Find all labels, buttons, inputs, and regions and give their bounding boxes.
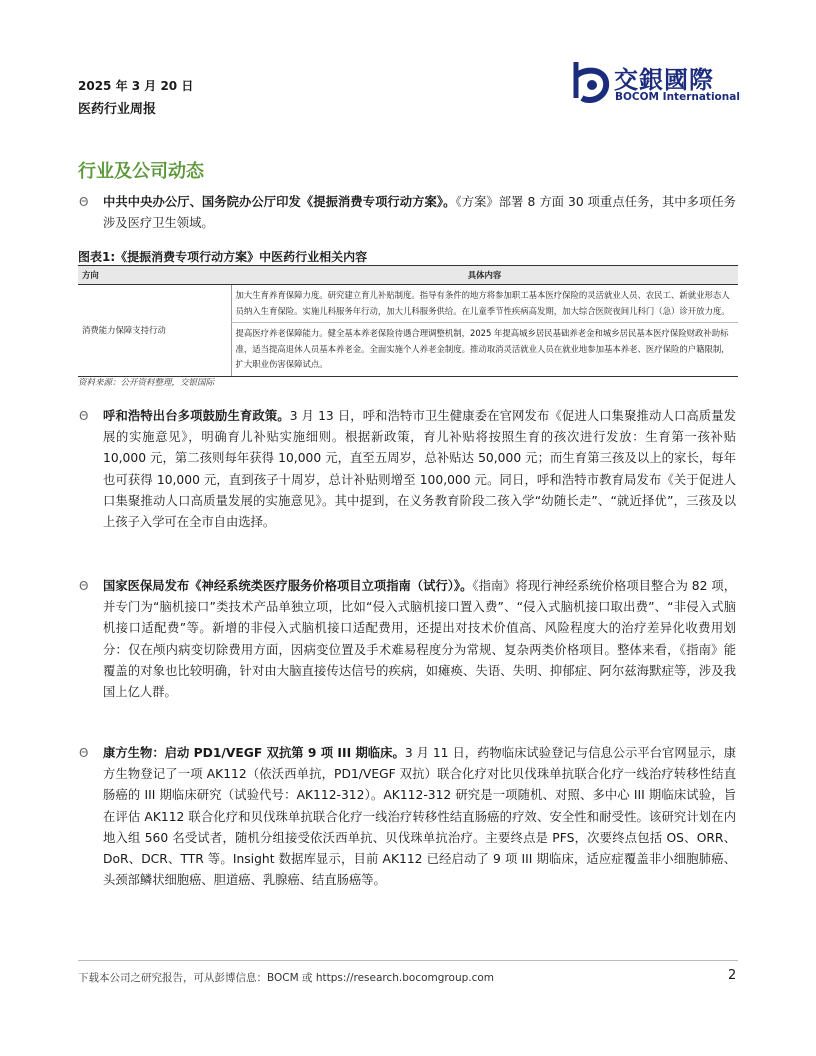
- news-item-consumption-plan: [103, 192, 736, 234]
- report-date: 2025 年 3 月 20 日: [78, 79, 194, 93]
- table-content-cell: 加大生育养育保障力度。研究建立育儿补贴制度。指导有条件的地方将参加职工基本医疗保险的灵活就业人员、农民工、新就业形态人员纳入生育保险。实施儿科服务年行动，加大儿科服务供给。在儿童季节性疾病高发期，加大综合医院夜间儿科门（急）诊开放力度。: [231, 285, 738, 323]
- news-item-hohhot-policy: [103, 406, 736, 533]
- bocom-logo: [570, 60, 750, 106]
- policy-table: [78, 265, 738, 377]
- bocom-logo-icon: [570, 60, 612, 106]
- news-item-akeso-trial: [103, 743, 736, 891]
- report-title: 医药行业周报: [78, 102, 157, 117]
- page-number: 2: [728, 968, 737, 983]
- table-source: 资料来源：公开资料整理，交银国际: [78, 378, 215, 388]
- footer-text: 下载本公司之研究报告，可从彭博信息：BOCM 或 https://research.bocomgroup.com: [78, 972, 495, 984]
- section-title: 行业及公司动态: [78, 161, 204, 182]
- news-body: 3 月 11 日，药物临床试验登记与信息公示平台官网显示，康方生物登记了一项 AK112（依沃西单抗，PD1/VEGF 双抗）联合化疗对比贝伐珠单抗联合化疗一线治疗转移性结直肠癌的 III 期临床研究（试验代号：AK112-312）。AK112-312 研究是一项随机、对照、多中心 III 期临床试验，旨在评估 AK112 联合化疗和贝伐珠单抗联合化疗一线治疗转移性结直肠癌的疗效、安全性和耐受性。该研究计划在内地入组 560 名受试者，随机分组接受依沃西单抗、贝伐珠单抗治疗。主要终点是 PFS，次要终点包括 OS、ORR、DoR、DCR、TTR 等。Insight 数据库显示，目前 AK112 已经启动了 9 项 III 期临床，适应症覆盖非小细胞肺癌、头颈部鳞状细胞癌、胆道癌、乳腺癌、结直肠癌等。: [103, 746, 737, 888]
- news-item-nhsa-guide: [103, 576, 736, 703]
- news-headline: 康方生物：启动 PD1/VEGF 双抗第 9 项 III 期临床。: [103, 746, 405, 760]
- table-header-row: [78, 266, 738, 285]
- news-body: 3 月 13 日，呼和浩特市卫生健康委在官网发布《促进人口集聚推动人口高质量发展的实施意见》，明确育儿补贴实施细则。根据新政策，育儿补贴将按照生育的孩次进行发放：生育第一孩补贴 10,000 元，第二孩则每年获得 10,000 元，直至五周岁，总补贴达 50,000 元；而生育第三孩及以上的家长，每年也可获得 10,000 元，直到孩子十周岁，总计补贴则增至 100,000 元。同日，呼和浩特市教育局发布《关于促进人口集聚推动人口高质量发展的实施意见》。其中提到，在义务教育阶段二孩入学“幼随长走”、“就近择优”，三孩及以上孩子入学可在全市自由选择。: [103, 409, 736, 530]
- bullet-icon: Θ: [79, 746, 89, 760]
- news-headline: 呼和浩特出台多项鼓励生育政策。: [103, 409, 290, 423]
- footer-divider: [78, 960, 738, 961]
- table-caption: 图表1:《提振消费专项行动方案》中医药行业相关内容: [78, 250, 368, 264]
- news-body: 《指南》将现行神经系统价格项目整合为 82 项，并专门为“脑机接口”类技术产品单独立项，比如“侵入式脑机接口置入费”、“侵入式脑机接口取出费”、“非侵入式脑机接口适配费”等。新增的非侵入式脑机接口适配费用，还提出对技术价值高、风险程度大的治疗差异化收费用划分：仅在颅内病变切除费用方面，因病变位置及手术难易程度分为常规、复杂两类价格项目。整体来看，《指南》能覆盖的对象也比较明确，针对由大脑直接传达信号的疾病，如瘫痪、失语、失明、抑郁症、阿尔兹海默症等，涉及我国上亿人群。: [103, 579, 736, 700]
- table-header-content: 具体内容: [231, 266, 738, 285]
- bullet-icon: Θ: [79, 409, 89, 423]
- table-header-direction: 方向: [78, 266, 231, 285]
- news-headline: 国家医保局发布《神经系统类医疗服务价格项目立项指南（试行）》。: [103, 579, 473, 593]
- logo-english-name: BOCOM International: [615, 91, 740, 103]
- bullet-icon: Θ: [79, 195, 89, 209]
- table-direction-cell: 消费能力保障支持行动: [78, 285, 231, 377]
- table-row: [78, 285, 738, 323]
- logo-chinese-name: 交銀國際: [614, 66, 714, 94]
- news-headline: 中共中央办公厅、国务院办公厅印发《提振消费专项行动方案》。: [103, 195, 456, 209]
- bullet-icon: Θ: [79, 579, 89, 593]
- news-body: 《方案》部署 8 方面 30 项重点任务，其中多项任务涉及医疗卫生领域。: [103, 195, 736, 231]
- table-content-cell: 提高医疗养老保障能力。健全基本养老保险待遇合理调整机制，2025 年提高城乡居民基础养老金和城乡居民基本医疗保险财政补助标准，适当提高退休人员基本养老金。全面实施个人养老金制度。推动取消灵活就业人员在就业地参加基本养老、医疗保险的户籍限制，扩大职业伤害保障试点。: [231, 323, 738, 377]
